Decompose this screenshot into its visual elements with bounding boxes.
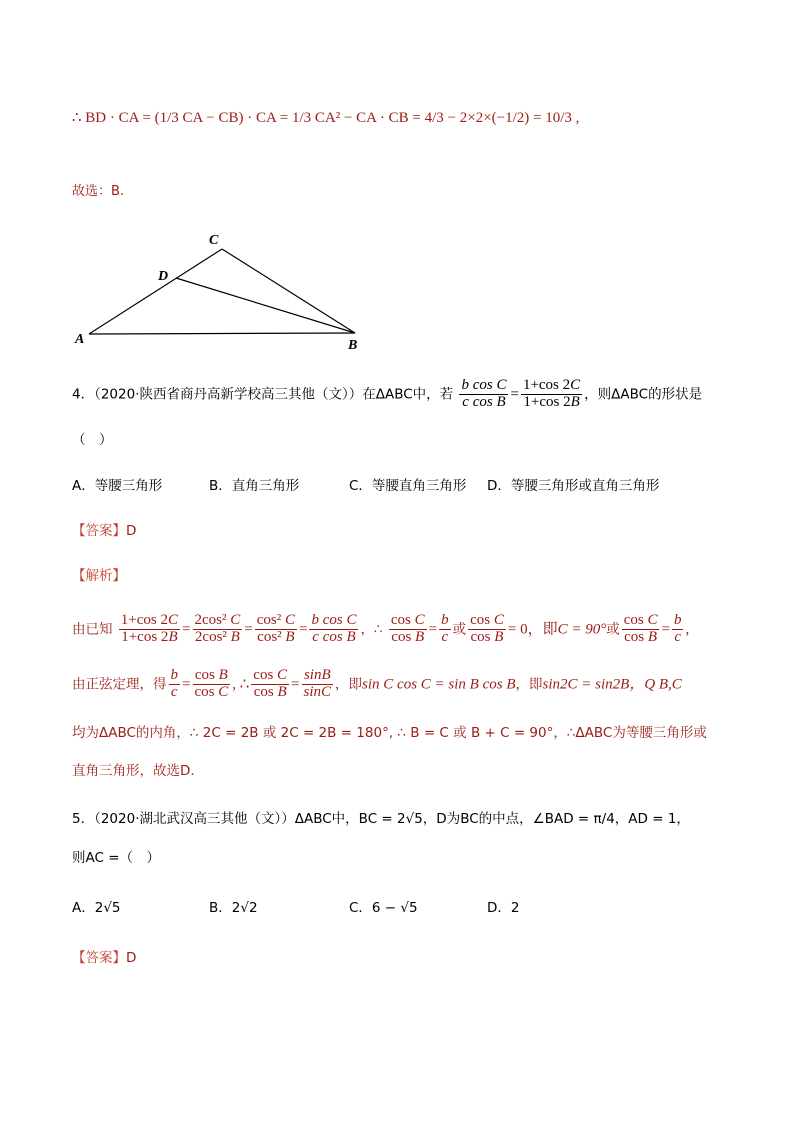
analysis-line-2: 由正弦定理，得 $\frac{b}{c}$ = $\frac{\text{cos B}}{\text{cos C}}$ , ∴ $\frac{\text{cos C}}{\text{cos B}}$ = $\frac{\sin B}{\sin C}$ ，即sin C cos C = sin B cos B，即sin2C = sin2B，Q B,C — [72, 667, 682, 700]
q4-number: 4． — [72, 386, 95, 403]
q5-answer: D — [126, 950, 137, 966]
side-cb — [222, 249, 355, 333]
analysis-l1-c90: C = 90° — [557, 621, 607, 638]
q5-stem-line-2 — [72, 846, 160, 866]
q4-source: （2020·陕西省商丹高新学校高三其他（文）） — [94, 386, 363, 403]
q4-stem-pre: 在ΔABC中，若 — [362, 386, 454, 403]
q4-option-c: C．等腰直角三角形 — [349, 478, 467, 494]
side-ab — [89, 333, 355, 334]
q4-answer-line — [72, 519, 136, 539]
q4-stem-line: 4．（2020·陕西省商丹高新学校高三其他（文））在ΔABC中，若 $\frac{\text{b cos C}}{\text{c cos B}}$ = $\frac{1+\cos 2C}{1+\cos 2B}$ ，则ΔABC的形状是 — [72, 377, 703, 410]
q5-option-d: D．2 — [487, 900, 520, 916]
q5-option-b: B．2√2 — [209, 900, 258, 916]
analysis-l3: 均为ΔABC的内角，∴ 2C = 2B 或 2C = 2B = 180°, ∴ B = C 或 B + C = 90°，∴ΔABC为等腰三角形或 — [72, 725, 707, 741]
analysis-l2-start: 由正弦定理，得 — [72, 676, 167, 693]
vector-equation: ∴ BD · CA = (1/3 CA − CB) · CA = 1/3 CA² − CA · CB = 4/3 − 2×2×(−1/2) = 10/3 , — [72, 110, 580, 126]
q4-option-a: A．等腰三角形 — [72, 478, 163, 494]
choice-line — [72, 180, 124, 199]
label-b: B — [348, 338, 358, 353]
q5-answer-label: 【答案】 — [72, 950, 126, 966]
q4-analysis-label-line — [72, 564, 126, 584]
vector-equation-line — [72, 108, 579, 127]
q5-option-c: C．6 − √5 — [349, 900, 418, 916]
analysis-l2-mid: ，即 — [335, 676, 363, 693]
q4-stem-post: ，则ΔABC的形状是 — [584, 386, 703, 403]
analysis-l1-tail1: = 0，即 — [507, 621, 558, 638]
label-c: C — [209, 233, 219, 248]
analysis-line-3 — [72, 721, 707, 741]
q5-source: （2020·湖北武汉高三其他（文）） — [94, 811, 295, 827]
q5-stem: ΔABC中，BC = 2√5，D为BC的中点，∠BAD = π/4，AD = 1， — [294, 811, 690, 827]
analysis-l1-start: 由已知 — [72, 621, 113, 638]
analysis-l1-or: 或 — [452, 621, 467, 638]
q4-frac-left: $\frac{\text{b cos C}}{\text{c cos B}}$ — [461, 377, 507, 410]
choice-text: 故选：B. — [72, 184, 125, 199]
q5-stem2: 则AC =（ ） — [72, 850, 161, 866]
label-a: A — [75, 332, 85, 347]
q4-option-d: D．等腰三角形或直角三角形 — [487, 478, 660, 494]
analysis-l2-mid2: ，即 — [515, 676, 543, 693]
q4-answer: D — [126, 523, 137, 539]
q4-analysis-label: 【解析】 — [72, 568, 126, 584]
q4-blank-line — [72, 428, 113, 448]
label-d: D — [158, 269, 169, 284]
side-ac — [89, 249, 222, 334]
segment-db — [176, 278, 355, 333]
q5-answer-line — [72, 946, 136, 966]
q4-answer-label: 【答案】 — [72, 523, 126, 539]
analysis-l1-or2: 或 — [606, 621, 620, 638]
q5-number: 5． — [72, 811, 95, 827]
analysis-l2-eq1: sin C cos C = sin B cos B — [362, 676, 516, 693]
q4-option-b: B．直角三角形 — [209, 478, 300, 494]
analysis-l2-eq2: sin2C = sin2B — [542, 676, 630, 693]
analysis-l4: 直角三角形，故选D. — [72, 763, 195, 779]
q5-stem-line — [72, 807, 690, 827]
analysis-line-1: 由已知 $\frac{1+\cos 2C}{1+\cos 2B}$ = $\frac{\text{2cos² C}}{\text{2cos² B}}$ = $\frac{\text{cos² C}}{\text{cos² B}}$ = $\frac{\text{b cos C}}{\text{c cos B}}$ ，∴ $\frac{\text{cos C}}{\text{cos B}}$ = $\frac{b}{c}$ 或 $\frac{\text{cos C}}{\text{cos B}}$ = 0，即C = 90°或 $\frac{\text{cos C}}{\text{cos B}}$ = $\frac{b}{c}$ , — [72, 612, 690, 645]
q5-option-a: A．2√5 — [72, 900, 121, 916]
analysis-line-4 — [72, 759, 195, 779]
triangle-figure — [70, 228, 390, 358]
q4-blank: （ ） — [72, 432, 113, 448]
analysis-l1-mid: ，∴ — [360, 621, 383, 638]
analysis-l2-tail: ，Q B,C — [629, 676, 682, 693]
q4-frac-right: $\frac{1+\cos 2C}{1+\cos 2B}$ — [522, 377, 581, 410]
